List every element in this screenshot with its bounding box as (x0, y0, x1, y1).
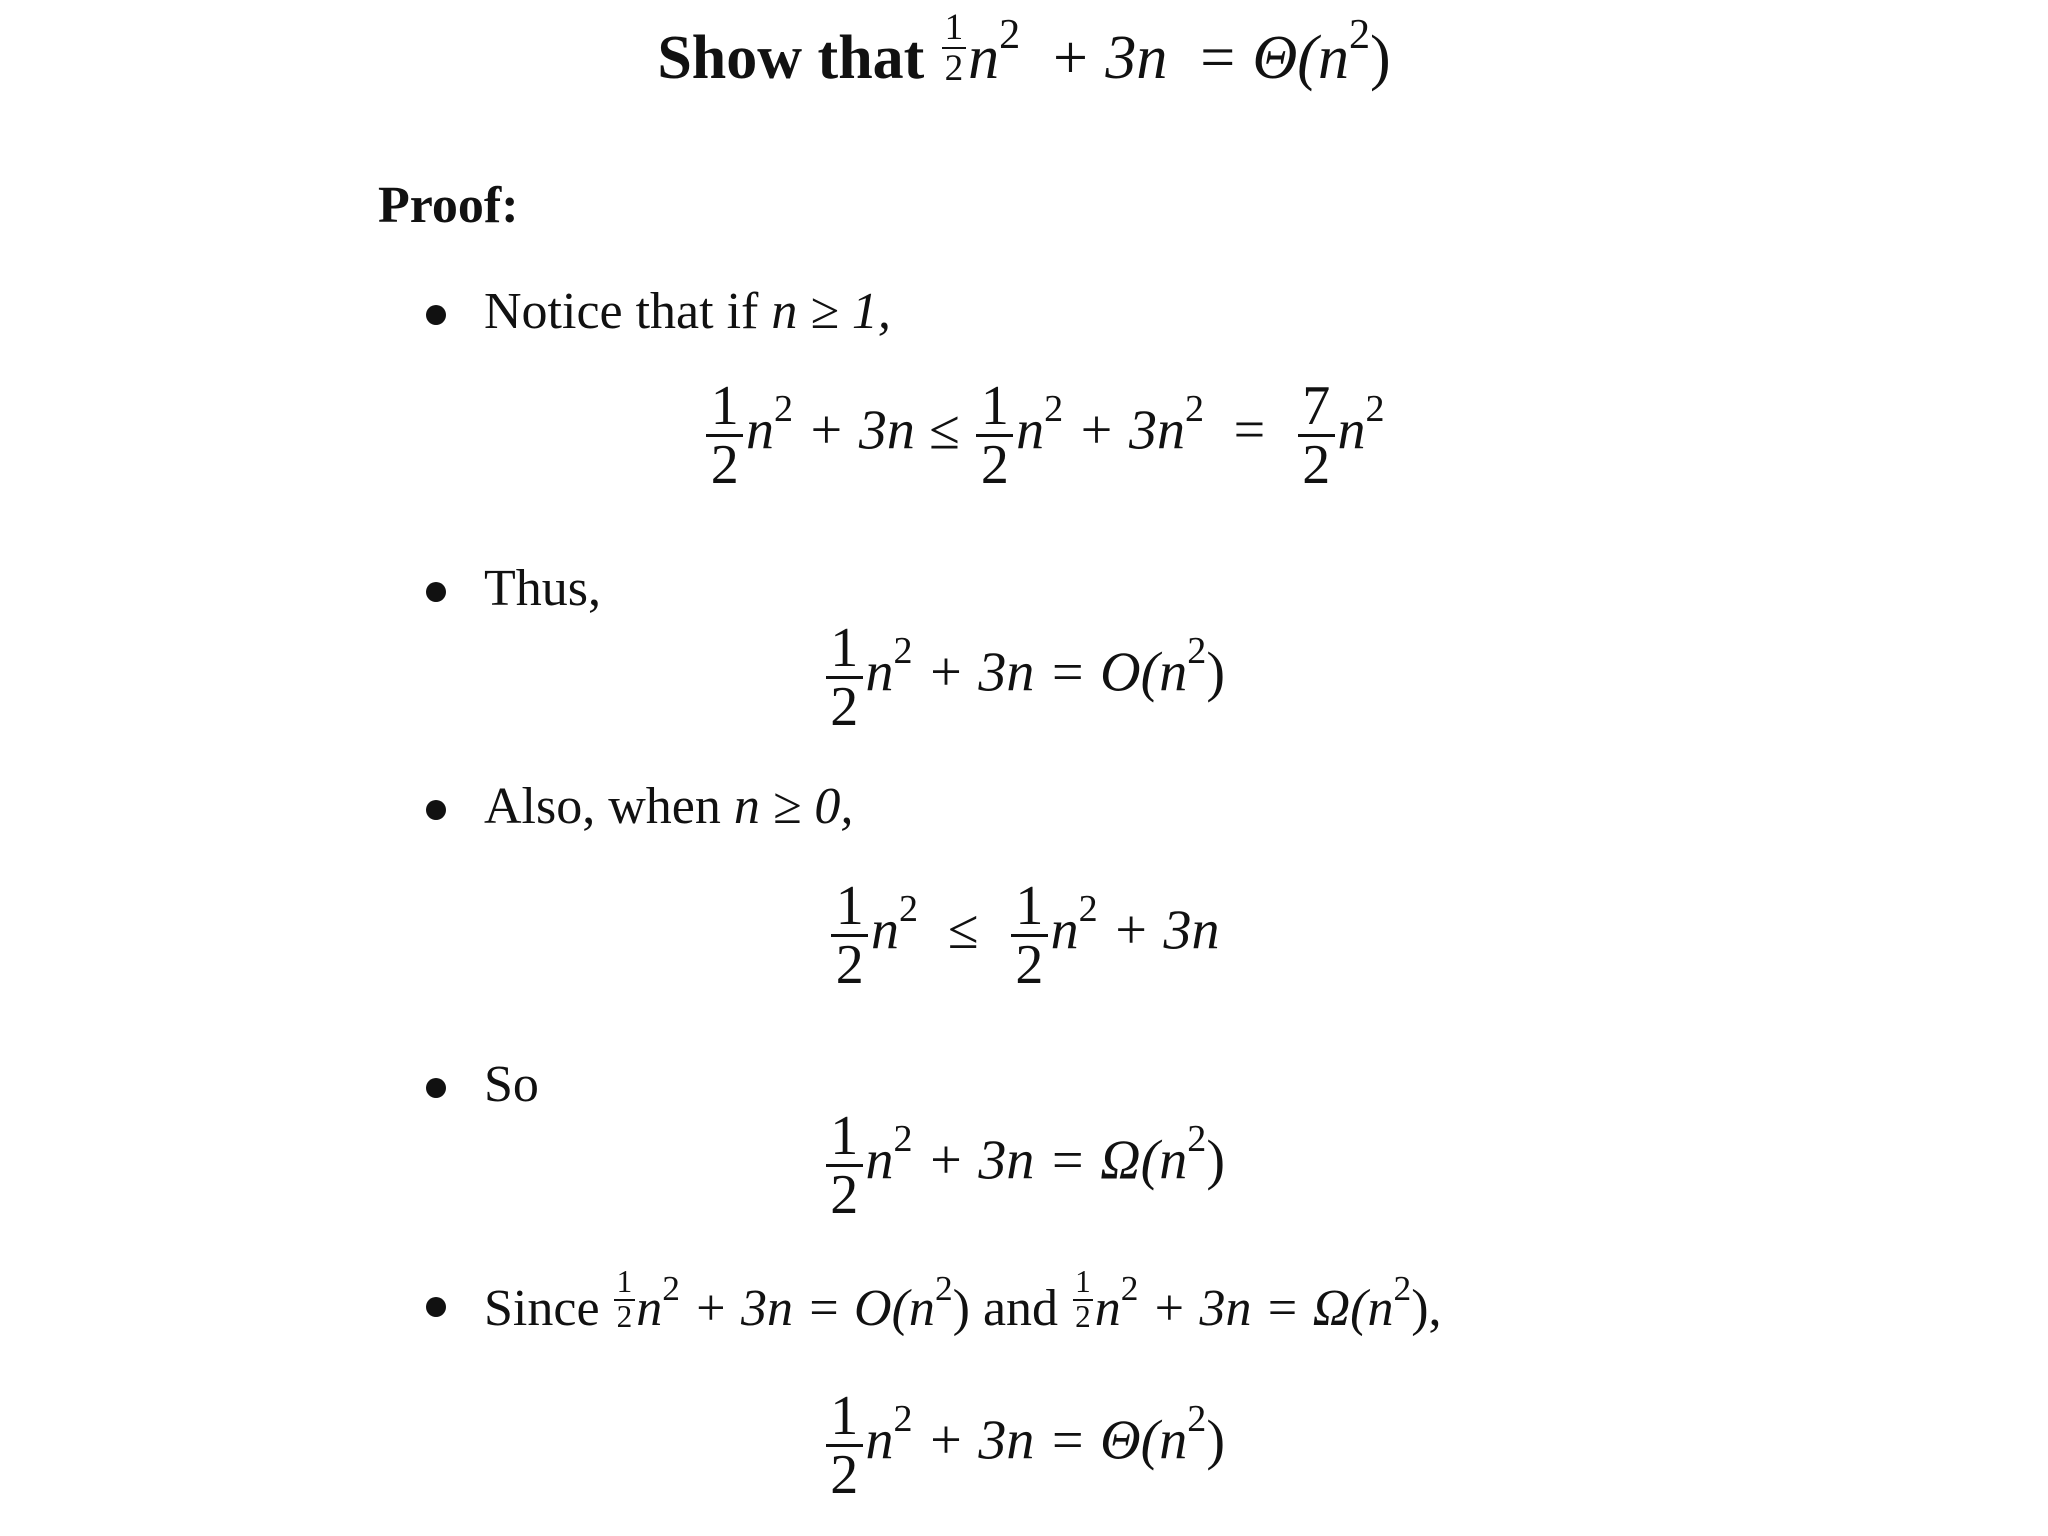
frac-num: 1 (616, 1264, 633, 1299)
eq1-part-a: + 3n ≤ (807, 399, 960, 462)
var-n: n (1016, 399, 1045, 462)
page-title (0, 8, 2048, 94)
bullet-3-text (484, 777, 853, 836)
title-prefix: Show that (657, 24, 925, 93)
frac-num: 1 (710, 375, 739, 437)
bullet-dot (426, 1078, 446, 1098)
var-n: n (865, 1409, 894, 1472)
var-n: n (865, 641, 894, 704)
exp: 2 (1184, 387, 1204, 430)
var-n: n (871, 899, 900, 962)
frac-num: 1 (1075, 1264, 1091, 1299)
eq4-close: ) (1206, 1129, 1225, 1192)
var-n: n (636, 1280, 663, 1338)
title-exp: 2 (999, 10, 1021, 58)
exp: 2 (1187, 629, 1207, 672)
fraction (1073, 1266, 1094, 1334)
exp: 2 (1044, 387, 1064, 430)
frac-num: 1 (835, 875, 864, 937)
title-fraction (942, 8, 967, 88)
exp: 2 (934, 1267, 953, 1308)
bullet-3-label: Also, when (484, 778, 721, 835)
title-term: 3n (1105, 24, 1168, 93)
fraction (976, 375, 1013, 496)
bullet-5-expr-1: + 3n = O(n (692, 1280, 935, 1338)
frac-den: 2 (1011, 934, 1048, 993)
frac-den: 2 (826, 676, 863, 735)
exp: 2 (899, 887, 919, 930)
frac-num-7: 7 (1302, 375, 1331, 437)
fraction (706, 375, 743, 496)
frac-num: 1 (830, 617, 859, 679)
frac-den: 2 (826, 1444, 863, 1503)
bullet-4-text: So (484, 1056, 539, 1113)
bullet-dot (426, 1297, 446, 1317)
frac-num: 1 (980, 375, 1009, 437)
title-plus: + (1053, 24, 1088, 93)
bullet-5-expr-2: + 3n = Ω(n (1151, 1280, 1394, 1338)
bullet-1-label: Notice that if (484, 283, 759, 340)
exp: 2 (1078, 887, 1098, 930)
frac-num: 1 (830, 1385, 859, 1447)
bullet-5-and: and (982, 1280, 1059, 1338)
exp: 2 (893, 629, 913, 672)
fraction (831, 875, 868, 996)
bullet-5-since: Since (484, 1280, 600, 1338)
frac-num: 1 (1015, 875, 1044, 937)
eq5-close: ) (1206, 1409, 1225, 1472)
exp: 2 (1187, 1117, 1207, 1160)
bullet-5-close-1: ) (952, 1280, 970, 1338)
eq1-part-b: + 3n (1077, 399, 1185, 462)
title-frac-den: 2 (942, 47, 967, 88)
title-rhs-exp: 2 (1348, 10, 1371, 58)
frac-den: 2 (1073, 1299, 1094, 1334)
title-rhs: Θ(n (1252, 24, 1349, 93)
frac-num: 1 (830, 1105, 859, 1167)
title-var: n (968, 24, 1000, 93)
bullet-dot (426, 305, 446, 325)
bullet-5-close-2: ), (1411, 1280, 1442, 1338)
exp: 2 (1187, 1397, 1207, 1440)
bullet-1-condition: n ≥ 1, (771, 283, 891, 340)
eq3-rel: ≤ (947, 899, 979, 962)
var-n: n (746, 399, 774, 462)
fraction (1298, 375, 1335, 496)
bullet-dot (426, 800, 446, 820)
frac-den: 2 (826, 1164, 863, 1223)
frac-den: 2 (831, 934, 868, 993)
exp: 2 (1393, 1267, 1412, 1308)
exp: 2 (1120, 1267, 1139, 1308)
bullet-dot (426, 582, 446, 602)
exp: 2 (1365, 387, 1385, 430)
bullet-2-text: Thus, (484, 560, 601, 617)
equation-3 (0, 875, 2048, 996)
eq5-rhs: + 3n = Θ(n (926, 1409, 1188, 1472)
bullet-5-text (484, 1266, 1442, 1338)
bullet-1-text (484, 282, 891, 341)
equation-5 (0, 1385, 2048, 1506)
frac-den: 2 (1298, 434, 1335, 493)
frac-den: 2 (976, 434, 1013, 493)
eq3-rhs: + 3n (1111, 899, 1220, 962)
fraction (826, 1385, 863, 1506)
var-n: n (1050, 899, 1079, 962)
eq4-rhs: + 3n = Ω(n (926, 1129, 1188, 1192)
fraction (614, 1266, 635, 1334)
title-frac-num: 1 (944, 7, 964, 48)
var-n: n (865, 1129, 894, 1192)
eq2-close: ) (1206, 641, 1225, 704)
frac-den: 2 (706, 434, 743, 493)
proof-label: Proof: (378, 177, 519, 234)
var-n: n (1337, 399, 1366, 462)
exp: 2 (662, 1267, 680, 1308)
title-eq: = (1200, 24, 1236, 93)
eq2-rhs: + 3n = O(n (926, 641, 1188, 704)
exp: 2 (893, 1117, 913, 1160)
fraction (1011, 875, 1048, 996)
title-rhs-close: ) (1370, 24, 1391, 93)
bullet-3-condition: n ≥ 0, (733, 778, 854, 835)
var-n: n (1094, 1280, 1121, 1338)
equation-4 (0, 1105, 2048, 1226)
fraction (826, 617, 863, 738)
equation-2 (0, 617, 2048, 738)
eq1-part-c: = (1233, 399, 1266, 462)
exp: 2 (893, 1397, 913, 1440)
frac-den: 2 (614, 1299, 635, 1334)
equation-1 (20, 375, 2048, 496)
fraction (826, 1105, 863, 1226)
exp: 2 (774, 387, 794, 430)
